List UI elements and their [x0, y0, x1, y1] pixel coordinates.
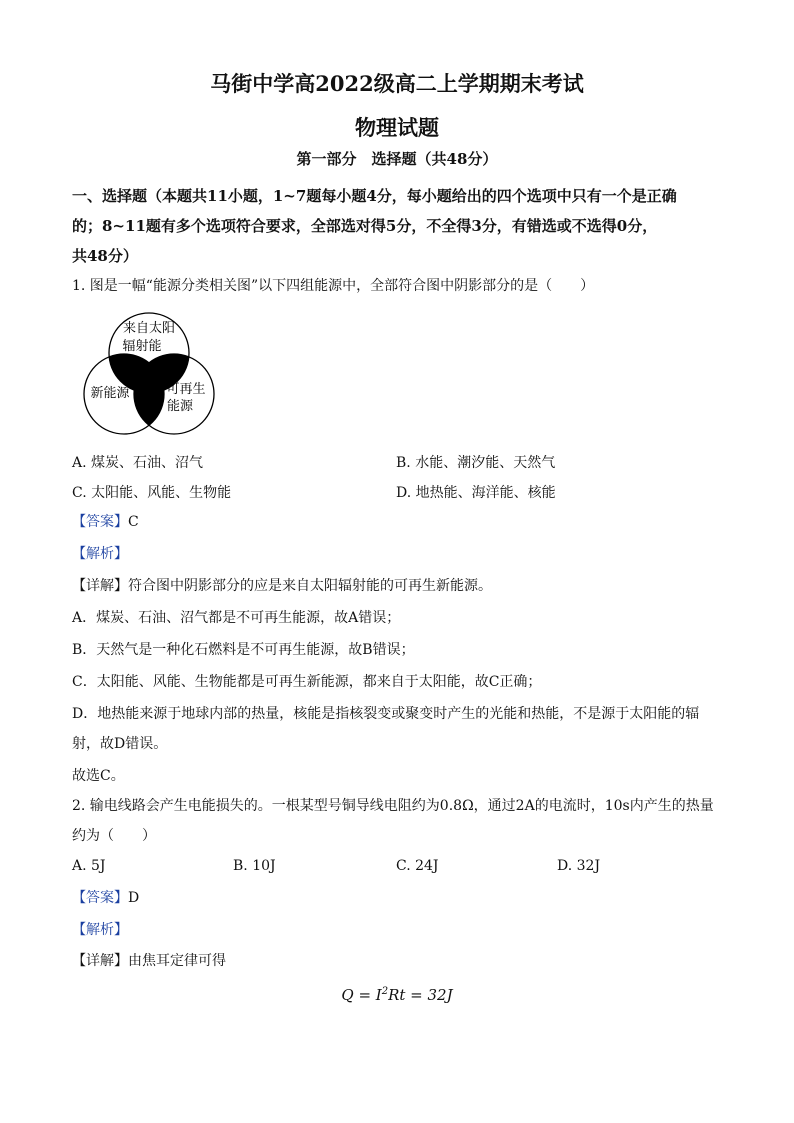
answer-value: D — [128, 890, 140, 906]
exam-title: 马街中学高2022级高二上学期期末考试 — [210, 71, 584, 96]
detail-tag: 【详解】 — [72, 953, 128, 969]
q2-option-d: D. 32J — [557, 858, 601, 874]
label-renewable-2: 能源 — [166, 399, 194, 414]
q2-analysis-tag: 【解析】 — [72, 922, 128, 938]
detail-text: 符合图中阴影部分的应是来自太阳辐射能的可再生新能源。 — [128, 578, 492, 594]
section-instructions-1: 一、选择题（本题共11小题，1~7题每小题4分，每小题给出的四个选项中只有一个是正确 — [72, 187, 677, 205]
q2-stem-1: 2. 输电线路会产生电能损失的。一根某型号铜导线电阻约为0.8Ω，通过2A的电流时，10s内产生的热量 — [72, 798, 714, 814]
q1-explain-d-2: 射，故D错误。 — [72, 736, 168, 752]
q1-option-a: A. 煤炭、石油、沼气 — [72, 455, 204, 471]
q2-stem-2: 约为（ ） — [72, 828, 156, 844]
label-new-energy: 新能源 — [90, 386, 130, 401]
q2-detail — [72, 951, 732, 971]
q2-option-b: B. 10J — [233, 858, 276, 874]
label-renewable-1: 可再生 — [166, 382, 206, 397]
venn-diagram — [76, 305, 226, 455]
section-instructions-3: 共48分） — [72, 247, 138, 265]
q2-option-a: A. 5J — [72, 858, 106, 874]
q1-answer — [72, 512, 732, 532]
q1-explain-c: C．太阳能、风能、生物能都是可再生新能源，都来自于太阳能，故C正确； — [72, 674, 542, 690]
detail-tag: 【详解】 — [72, 578, 128, 594]
label-solar-2: 辐射能 — [122, 339, 162, 354]
q1-option-b: B. 水能、潮汐能、天然气 — [396, 455, 556, 471]
formula-rhs: Rt = 32J — [388, 986, 453, 1004]
q2-answer — [72, 888, 732, 908]
label-solar-1: 来自太阳 — [122, 321, 176, 336]
formula-lhs: Q = I — [341, 986, 382, 1004]
subject-title: 物理试题 — [355, 115, 439, 140]
formula-exponent: 2 — [381, 986, 389, 997]
section-instructions-2: 的；8~11题有多个选项符合要求，全部选对得5分，不全得3分，有错选或不选得0分， — [72, 217, 658, 235]
q1-explain-d-1: D．地热能来源于地球内部的热量，核能是指核裂变或聚变时产生的光能和热能，不是源于太阳能的辐 — [72, 706, 700, 722]
q1-explain-a: A．煤炭、石油、沼气都是不可再生能源，故A错误； — [72, 610, 401, 626]
answer-tag: 【答案】 — [72, 514, 128, 530]
q1-explain-b: B．天然气是一种化石燃料是不可再生能源，故B错误； — [72, 642, 415, 658]
joule-formula — [0, 986, 794, 1004]
q1-conclusion: 故选C。 — [72, 768, 125, 784]
detail-text: 由焦耳定律可得 — [128, 953, 226, 969]
q1-analysis-tag: 【解析】 — [72, 546, 128, 562]
answer-tag: 【答案】 — [72, 890, 128, 906]
q2-option-c: C. 24J — [396, 858, 439, 874]
q1-option-d: D. 地热能、海洋能、核能 — [396, 485, 556, 501]
q1-stem: 1. 图是一幅“能源分类相关图”以下四组能源中，全部符合图中阴影部分的是（ ） — [72, 278, 595, 294]
answer-value: C — [128, 514, 139, 530]
q1-detail — [72, 576, 732, 596]
q1-option-c: C. 太阳能、风能、生物能 — [72, 485, 232, 501]
part-title: 第一部分 选择题（共48分） — [296, 150, 498, 168]
